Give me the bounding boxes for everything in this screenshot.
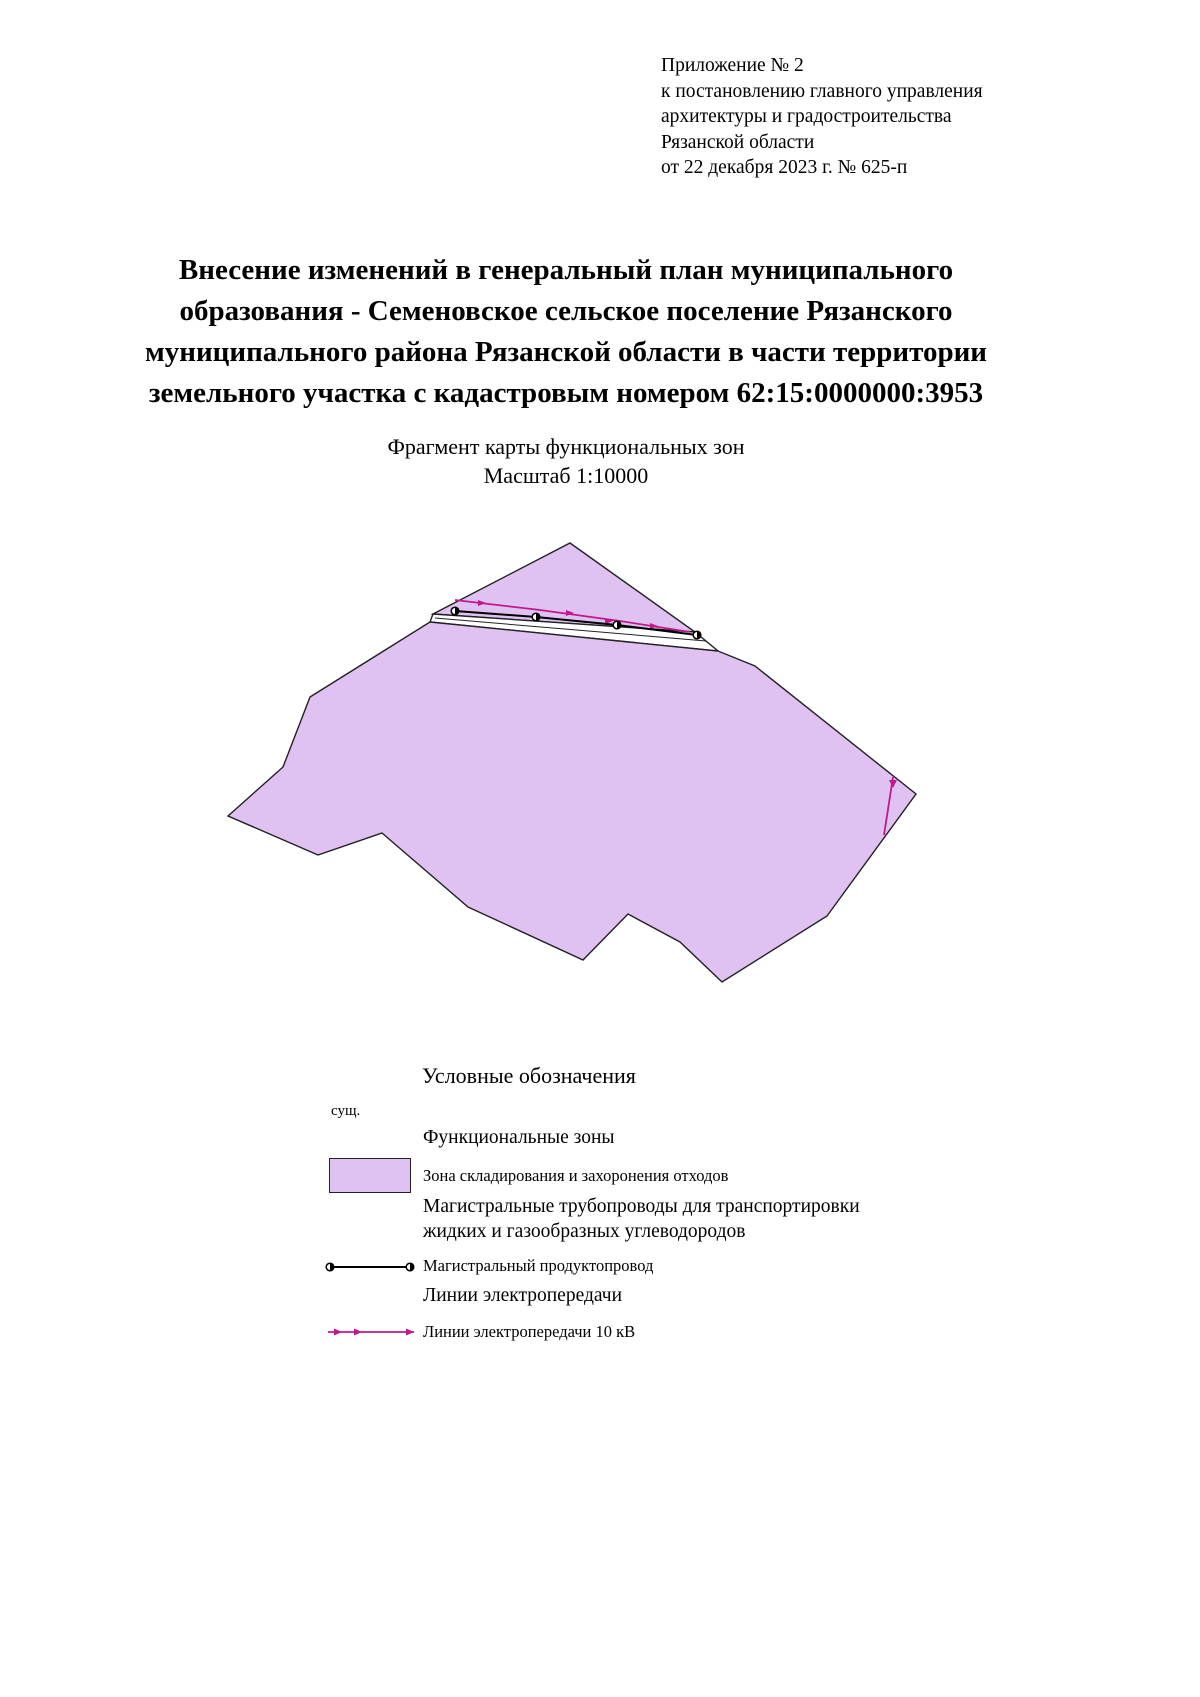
title-line: Внесение изменений в генеральный план муниципального bbox=[178, 254, 954, 286]
appendix-line: Рязанской области bbox=[661, 131, 815, 153]
appendix-line: архитектуры и градостроительства bbox=[661, 106, 952, 127]
waste-zone-main bbox=[228, 622, 916, 982]
appendix-line: Приложение № 2 bbox=[661, 55, 804, 76]
title-line: земельного участка с кадастровым номером 62:15:0000000:3953 bbox=[148, 377, 984, 409]
product-pipeline-symbol bbox=[324, 1260, 416, 1274]
map-scale: Масштаб 1:10000 bbox=[483, 463, 649, 488]
title-line: муниципального района Рязанской области в части территории bbox=[145, 336, 987, 368]
legend-product-pipeline: Магистральный продуктопровод bbox=[423, 1256, 654, 1275]
waste-zone-swatch bbox=[329, 1158, 411, 1193]
map-name: Фрагмент карты функциональных зон bbox=[387, 434, 745, 459]
appendix-header bbox=[661, 53, 983, 181]
legend-pipelines-line: жидких и газообразных углеводородов bbox=[423, 1221, 746, 1242]
legend-title: Условные обозначения bbox=[422, 1063, 636, 1088]
map-caption bbox=[60, 432, 1072, 490]
appendix-line: от 22 декабря 2023 г. № 625-п bbox=[661, 157, 908, 178]
title-line: образования - Семеновское сельское поселение Рязанского bbox=[179, 295, 953, 327]
functional-zones-map bbox=[210, 525, 935, 1005]
appendix-line: к постановлению главного управления bbox=[661, 80, 983, 102]
legend-pipelines-heading bbox=[423, 1194, 860, 1244]
legend-status: сущ. bbox=[331, 1103, 361, 1119]
legend-power-line-10kv: Линии электропередачи 10 кВ bbox=[423, 1322, 636, 1341]
legend-functional-zones-heading: Функциональные зоны bbox=[423, 1127, 615, 1148]
power-line-10kv-symbol bbox=[326, 1326, 416, 1338]
legend-power-lines-heading: Линии электропередачи bbox=[423, 1285, 622, 1306]
legend-waste-zone: Зона складирования и захоронения отходов bbox=[423, 1166, 729, 1185]
legend-pipelines-line: Магистральные трубопроводы для транспортировки bbox=[423, 1196, 860, 1217]
document-title bbox=[60, 250, 1072, 414]
